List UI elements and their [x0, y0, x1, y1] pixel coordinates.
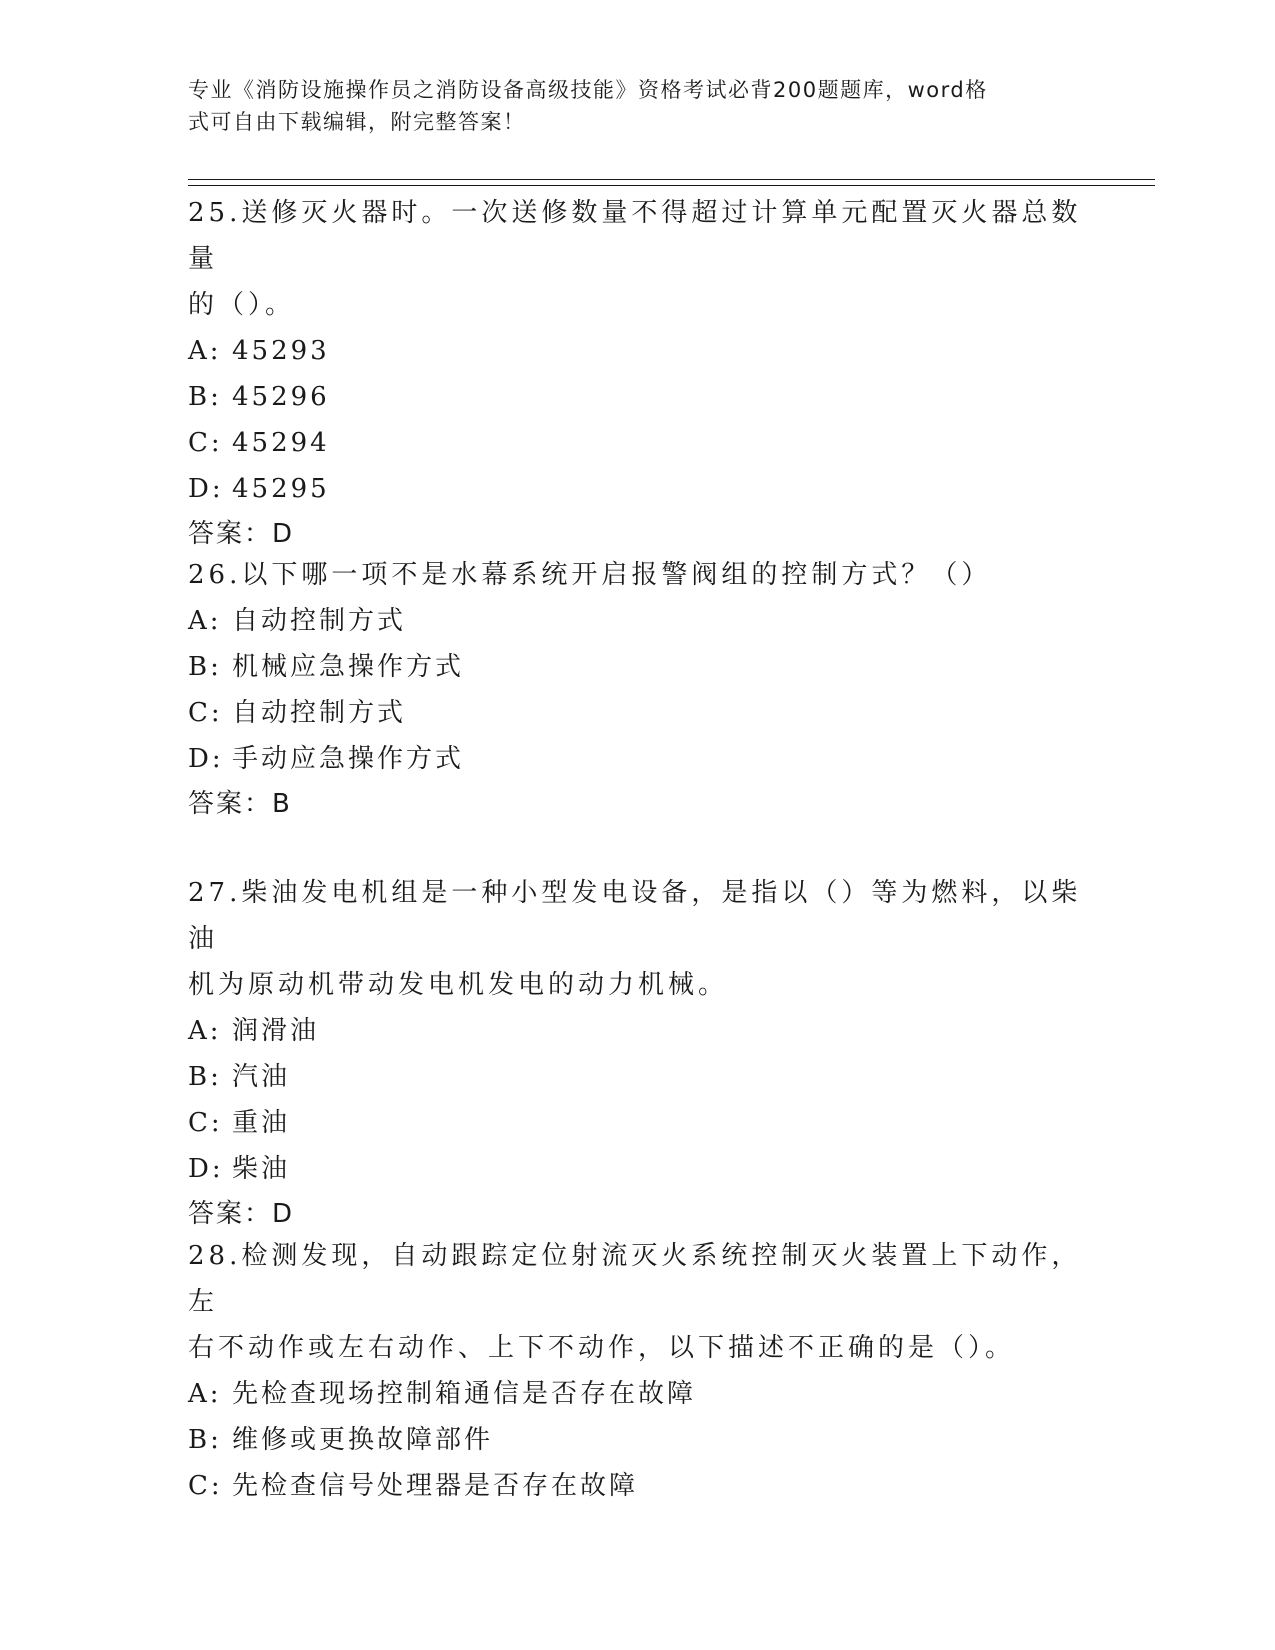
option-letter: D: — [188, 474, 224, 504]
option-letter: B: — [188, 1425, 222, 1455]
option-letter: D: — [188, 1154, 224, 1184]
option-c — [188, 420, 1088, 466]
option-b — [188, 374, 1088, 420]
option-c — [188, 690, 1088, 736]
option-letter: A: — [188, 336, 222, 366]
header-divider-bottom — [188, 185, 1155, 186]
option-letter: B: — [188, 1062, 222, 1092]
option-d — [188, 736, 1088, 782]
option-text: 45295 — [232, 474, 330, 504]
option-letter: C: — [188, 1108, 223, 1138]
option-text: 45296 — [232, 382, 330, 412]
question-stem-line-2: 机为原动机带动发电机发电的动力机械。 — [188, 970, 729, 1000]
option-a — [188, 328, 1088, 374]
option-text: 重油 — [232, 1108, 291, 1138]
question-stem-line-2: 的（）。 — [188, 290, 296, 320]
answer-line: 答案：D — [188, 519, 295, 549]
option-a — [188, 1371, 1088, 1417]
option-letter: C: — [188, 428, 223, 458]
option-letter: C: — [188, 698, 223, 728]
option-letter: A: — [188, 1379, 222, 1409]
question-stem-line-1: 28.检测发现，自动跟踪定位射流灭火系统控制灭火装置上下动作，左 — [188, 1241, 1082, 1317]
question-stem-line-1: 26.以下哪一项不是水幕系统开启报警阀组的控制方式？（） — [188, 560, 992, 590]
option-a — [188, 598, 1088, 644]
question-stem-line-2: 右不动作或左右动作、上下不动作，以下描述不正确的是（）。 — [188, 1333, 1016, 1363]
option-d — [188, 466, 1088, 512]
option-letter: A: — [188, 606, 222, 636]
option-text: 45294 — [232, 428, 330, 458]
header-divider-top — [188, 179, 1155, 180]
option-letter: C: — [188, 1471, 223, 1501]
header-line-1: 专业《消防设施操作员之消防设备高级技能》资格考试必背200题题库，word格 — [188, 78, 988, 102]
question-27 — [188, 870, 1088, 1236]
option-a — [188, 1008, 1088, 1054]
option-letter: D: — [188, 744, 224, 774]
option-text: 自动控制方式 — [232, 698, 407, 728]
option-b — [188, 644, 1088, 690]
option-letter: B: — [188, 382, 222, 412]
option-c — [188, 1463, 1088, 1509]
question-stem-line-1: 25.送修灭火器时。一次送修数量不得超过计算单元配置灭火器总数量 — [188, 198, 1082, 274]
option-text: 维修或更换故障部件 — [232, 1425, 494, 1455]
option-b — [188, 1417, 1088, 1463]
question-25 — [188, 190, 1088, 556]
option-letter: A: — [188, 1016, 222, 1046]
answer-line: 答案：B — [188, 789, 292, 819]
question-26 — [188, 552, 1088, 826]
answer-line: 答案：D — [188, 1199, 295, 1229]
question-28 — [188, 1233, 1088, 1509]
document-header — [188, 74, 1068, 138]
option-text: 汽油 — [232, 1062, 291, 1092]
header-line-2: 式可自由下载编辑，附完整答案！ — [188, 110, 526, 134]
option-text: 先检查信号处理器是否存在故障 — [232, 1471, 639, 1501]
question-stem-line-1: 27.柴油发电机组是一种小型发电设备，是指以（）等为燃料，以柴油 — [188, 878, 1082, 954]
option-d — [188, 1146, 1088, 1192]
option-b — [188, 1054, 1088, 1100]
option-text: 柴油 — [232, 1154, 291, 1184]
option-text: 手动应急操作方式 — [232, 744, 465, 774]
option-c — [188, 1100, 1088, 1146]
option-text: 45293 — [232, 336, 330, 366]
option-text: 自动控制方式 — [232, 606, 407, 636]
option-text: 机械应急操作方式 — [232, 652, 465, 682]
option-letter: B: — [188, 652, 222, 682]
option-text: 先检查现场控制箱通信是否存在故障 — [232, 1379, 697, 1409]
option-text: 润滑油 — [232, 1016, 320, 1046]
